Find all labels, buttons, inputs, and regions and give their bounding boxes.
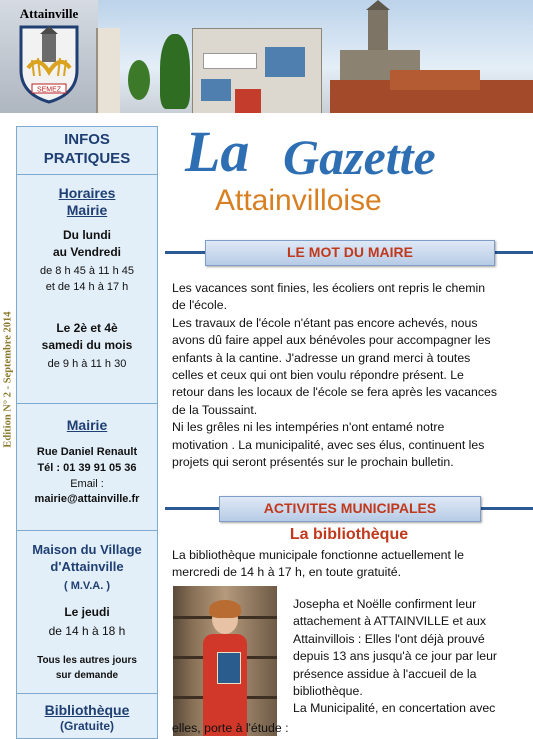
mva-heading-2: d'Attainville [50, 559, 124, 574]
mva-hours: de 14 h à 18 h [48, 624, 126, 638]
mairie-phone: Tél : 01 39 91 05 36 [37, 462, 137, 474]
weekday-range-1: Du lundi [63, 228, 111, 242]
church-photo [330, 8, 533, 113]
weekday-hours-1: de 8 h 45 à 11 h 45 [40, 265, 134, 277]
divider [17, 530, 157, 531]
coat-of-arms-icon [18, 24, 80, 104]
divider [17, 403, 157, 404]
mairie-street: Rue Daniel Renault [36, 446, 138, 458]
bibliotheque-subheading: La bibliothèque [289, 526, 409, 543]
mairie-hours-heading: Mairie [66, 202, 108, 218]
crest-panel [0, 0, 98, 113]
mva-abbreviation: ( M.V.A. ) [63, 580, 111, 592]
bibliotheque-free-note: (Gratuite) [60, 719, 114, 733]
sidebar-title-line2: PRATIQUES [43, 150, 131, 167]
divider [17, 693, 157, 694]
masthead-attainvilloise: Attainvilloise [215, 184, 382, 217]
bibliotheque-text: Josepha et Noëlle confirment leur attachement à ATTAINVILLE et aux Attainvillois : Elles l'ont déjà prouvé depuis 13 ans jusqu'à ce jour par leur présence assidue à l'accueil de la bibliothèque. La Municipalité, en concertation avec [293, 597, 498, 716]
activites-municipales-heading: ACTIVITES MUNICIPALES [219, 496, 481, 522]
edition-text: Edition N° 2 - Septembre 2014 [2, 311, 14, 448]
weekday-range-2: au Vendredi [52, 245, 122, 259]
sidebar-title-line1: INFOS [64, 131, 110, 148]
bibliotheque-intro: La bibliothèque municipale fonctionne actuellement le mercredi de 14 h à 17 h, en toute gratuité. [172, 548, 464, 580]
masthead-gazette: Gazette [283, 129, 436, 185]
school-sign [203, 53, 257, 69]
saturday-days-2: samedi du mois [41, 338, 133, 352]
mairie-email-link[interactable]: mairie@attainville.fr [34, 493, 140, 505]
bibliotheque-last-line: elles, porte à l'étude : [172, 721, 289, 735]
saturday-days-1: Le 2è et 4è [56, 321, 118, 335]
main-column [165, 116, 533, 739]
mva-heading-1: Maison du Village [32, 542, 142, 557]
crest-motto: SEMEZ [36, 86, 62, 94]
school-photo [192, 28, 322, 113]
mairie-email-label: Email : [70, 478, 104, 490]
tree-photo [128, 60, 150, 100]
edition-label [2, 140, 14, 620]
house-photo [96, 28, 120, 113]
horaires-heading: Horaires [58, 185, 116, 201]
mva-other-days-2: sur demande [55, 670, 119, 681]
mva-day: Le jeudi [64, 605, 110, 619]
librarian-photo [173, 586, 277, 736]
header-banner [0, 0, 533, 113]
mot-du-maire-text: Les vacances sont finies, les écoliers ont repris le chemin de l'école. Les travaux de l'école n'étant pas encore achevés, nous avons dû faire appel aux bénévoles pour accompagner les enfants à la cantine. J'adresse un grand merci à toutes celles et ceux qui ont bien voulu répondre présent. Le retour dans les locaux de l'école se fera après les vacances de la Toussaint. Ni les grêles ni les intempéries n'ont entamé notre motivation . La municipalité, avec ses élus, continuent les projets qui seront présentés sur le prochain bulletin. [172, 281, 497, 469]
weekday-hours-2: et de 14 h à 17 h [45, 281, 129, 293]
masthead-la: La [185, 119, 250, 184]
saturday-hours: de 9 h à 11 h 30 [47, 358, 127, 370]
bibliotheque-heading: Bibliothèque [44, 702, 130, 718]
crest-title: Attainville [19, 6, 79, 21]
tree-photo [160, 34, 190, 109]
mot-du-maire-heading: LE MOT DU MAIRE [205, 240, 495, 266]
infos-pratiques-sidebar [16, 126, 158, 739]
mva-other-days-1: Tous les autres jours [37, 655, 137, 666]
divider [17, 174, 157, 175]
mairie-heading: Mairie [66, 417, 108, 433]
